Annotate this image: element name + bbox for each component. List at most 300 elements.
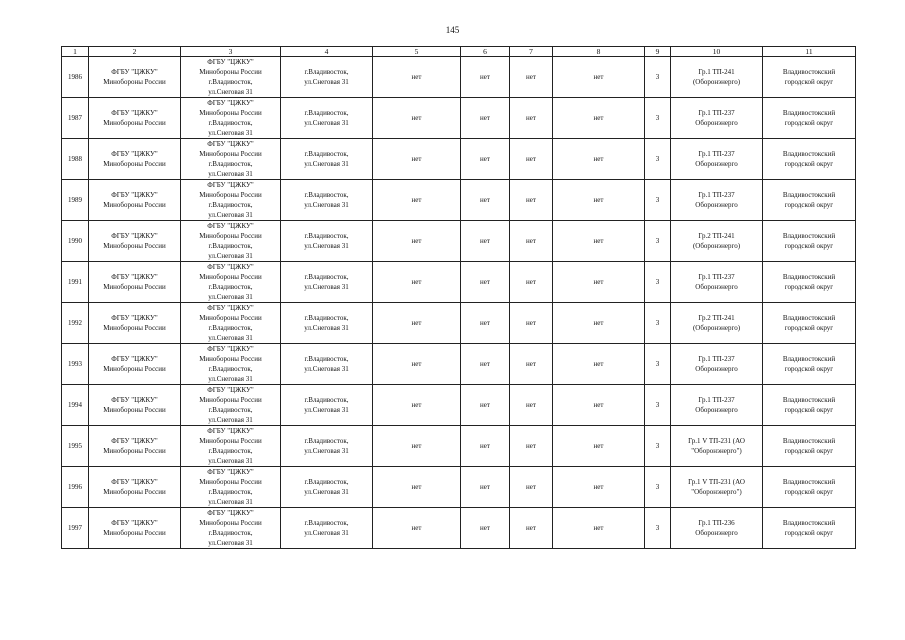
- col7-cell: нет: [510, 221, 553, 262]
- col5-cell: нет: [373, 303, 461, 344]
- cell-text: [283, 303, 370, 343]
- col6-cell: нет: [461, 467, 510, 508]
- grid-line-cell: [671, 303, 763, 344]
- cell-line: ФГБУ "ЦЖКУ": [207, 99, 254, 107]
- cell-text: [183, 344, 278, 384]
- row-number-cell: 1988: [62, 139, 89, 180]
- cell-line: Минобороны России: [199, 68, 262, 76]
- cell-text: [765, 426, 853, 466]
- cell-text: [765, 508, 853, 548]
- owner-cell: [89, 385, 181, 426]
- col9-cell: 3: [645, 426, 671, 467]
- col5-cell: нет: [373, 344, 461, 385]
- cell-text: [283, 57, 370, 97]
- cell-line: ул.Снеговая 31: [304, 529, 349, 537]
- row-number-cell: 1994: [62, 385, 89, 426]
- cell-line: Минобороны России: [199, 396, 262, 404]
- cell-text: [283, 221, 370, 261]
- cell-line: ФГБУ "ЦЖКУ": [111, 437, 158, 445]
- col8-cell: нет: [553, 221, 645, 262]
- cell-line: Минобороны России: [103, 488, 166, 496]
- cell-line: Минобороны России: [103, 201, 166, 209]
- col7-cell: нет: [510, 426, 553, 467]
- full-address-cell: [181, 467, 281, 508]
- cell-line: г.Владивосток,: [208, 283, 253, 291]
- cell-line: Минобороны России: [103, 160, 166, 168]
- cell-text: [91, 508, 178, 548]
- cell-line: г.Владивосток,: [304, 396, 349, 404]
- cell-text: [91, 262, 178, 302]
- col6-cell: нет: [461, 57, 510, 98]
- col7-cell: нет: [510, 467, 553, 508]
- col8-cell: нет: [553, 508, 645, 549]
- owner-cell: [89, 139, 181, 180]
- cell-text: [283, 262, 370, 302]
- cell-line: городской округ: [784, 283, 834, 291]
- col8-cell: нет: [553, 303, 645, 344]
- grid-line-cell: [671, 426, 763, 467]
- cell-line: Оборонэнерго: [695, 119, 738, 127]
- cell-line: городской округ: [784, 160, 834, 168]
- cell-line: г.Владивосток,: [208, 324, 253, 332]
- cell-line: Минобороны России: [103, 406, 166, 414]
- cell-line: ФГБУ "ЦЖКУ": [207, 345, 254, 353]
- cell-line: г.Владивосток,: [208, 78, 253, 86]
- owner-cell: [89, 344, 181, 385]
- cell-text: [673, 180, 760, 220]
- col5-cell: нет: [373, 98, 461, 139]
- cell-line: Владивостокский: [782, 478, 836, 486]
- cell-text: [183, 303, 278, 343]
- owner-cell: [89, 98, 181, 139]
- row-number-cell: 1995: [62, 426, 89, 467]
- cell-line: г.Владивосток,: [208, 488, 253, 496]
- row-number-cell: 1992: [62, 303, 89, 344]
- cell-text: [765, 262, 853, 302]
- address-cell: [281, 303, 373, 344]
- full-address-cell: [181, 98, 281, 139]
- cell-text: [765, 303, 853, 343]
- cell-line: ул.Снеговая 31: [304, 242, 349, 250]
- row-number-cell: 1996: [62, 467, 89, 508]
- cell-line: "Оборонэнерго"): [691, 488, 742, 496]
- grid-line-cell: [671, 385, 763, 426]
- table-row: [62, 98, 856, 139]
- cell-text: [183, 139, 278, 179]
- col9-cell: 3: [645, 98, 671, 139]
- column-number-4: 4: [281, 47, 373, 57]
- col9-cell: 3: [645, 508, 671, 549]
- cell-text: [765, 180, 853, 220]
- col8-cell: нет: [553, 344, 645, 385]
- cell-line: (Оборонэнерго): [692, 324, 741, 332]
- cell-line: ул.Снеговая 31: [304, 78, 349, 86]
- cell-line: Минобороны России: [103, 324, 166, 332]
- cell-text: [91, 344, 178, 384]
- col5-cell: нет: [373, 385, 461, 426]
- column-number-3: 3: [181, 47, 281, 57]
- address-cell: [281, 98, 373, 139]
- address-cell: [281, 385, 373, 426]
- column-number-7: 7: [510, 47, 553, 57]
- col5-cell: нет: [373, 221, 461, 262]
- cell-line: г.Владивосток,: [304, 150, 349, 158]
- col7-cell: нет: [510, 344, 553, 385]
- cell-text: [673, 221, 760, 261]
- cell-line: Гр.1 ТП-237: [698, 273, 735, 281]
- owner-cell: [89, 426, 181, 467]
- cell-line: Владивостокский: [782, 232, 836, 240]
- owner-cell: [89, 57, 181, 98]
- col6-cell: нет: [461, 180, 510, 221]
- cell-text: [283, 98, 370, 138]
- cell-line: г.Владивосток,: [304, 232, 349, 240]
- cell-line: Минобороны России: [103, 119, 166, 127]
- cell-text: [673, 98, 760, 138]
- table-row: [62, 426, 856, 467]
- cell-line: Гр.1 ТП-237: [698, 191, 735, 199]
- cell-line: Оборонэнерго: [695, 283, 738, 291]
- cell-line: Гр.1 V ТП-231 (АО: [688, 478, 745, 486]
- cell-text: [673, 426, 760, 466]
- cell-line: ул.Снеговая 31: [208, 170, 253, 178]
- cell-line: Владивостокский: [782, 355, 836, 363]
- row-number-cell: 1991: [62, 262, 89, 303]
- col7-cell: нет: [510, 57, 553, 98]
- cell-line: городской округ: [784, 488, 834, 496]
- column-number-6: 6: [461, 47, 510, 57]
- cell-line: ФГБУ "ЦЖКУ": [207, 58, 254, 66]
- cell-text: [283, 180, 370, 220]
- column-number-11: 11: [763, 47, 856, 57]
- cell-line: Владивостокский: [782, 109, 836, 117]
- cell-text: [673, 508, 760, 548]
- cell-line: ул.Снеговая 31: [304, 365, 349, 373]
- cell-line: ФГБУ "ЦЖКУ": [111, 314, 158, 322]
- owner-cell: [89, 180, 181, 221]
- cell-line: ул.Снеговая 31: [304, 201, 349, 209]
- full-address-cell: [181, 385, 281, 426]
- row-number-cell: 1986: [62, 57, 89, 98]
- cell-line: Минобороны России: [199, 109, 262, 117]
- full-address-cell: [181, 426, 281, 467]
- cell-line: Минобороны России: [199, 314, 262, 322]
- cell-line: ФГБУ "ЦЖКУ": [111, 478, 158, 486]
- cell-line: г.Владивосток,: [208, 201, 253, 209]
- col6-cell: нет: [461, 508, 510, 549]
- col7-cell: нет: [510, 180, 553, 221]
- col8-cell: нет: [553, 57, 645, 98]
- registry-table: [61, 46, 856, 549]
- cell-text: [183, 57, 278, 97]
- cell-line: ул.Снеговая 31: [208, 457, 253, 465]
- cell-line: ФГБУ "ЦЖКУ": [111, 68, 158, 76]
- cell-line: ул.Снеговая 31: [208, 293, 253, 301]
- col5-cell: нет: [373, 426, 461, 467]
- cell-line: г.Владивосток,: [304, 437, 349, 445]
- full-address-cell: [181, 262, 281, 303]
- cell-line: Минобороны России: [103, 447, 166, 455]
- cell-line: (Оборонэнерго): [692, 242, 741, 250]
- full-address-cell: [181, 139, 281, 180]
- district-cell: [763, 508, 856, 549]
- district-cell: [763, 57, 856, 98]
- cell-line: ФГБУ "ЦЖКУ": [111, 232, 158, 240]
- cell-line: Оборонэнерго: [695, 365, 738, 373]
- cell-line: ФГБУ "ЦЖКУ": [111, 355, 158, 363]
- cell-line: г.Владивосток,: [304, 478, 349, 486]
- col6-cell: нет: [461, 262, 510, 303]
- cell-line: ул.Снеговая 31: [208, 498, 253, 506]
- cell-line: ФГБУ "ЦЖКУ": [207, 386, 254, 394]
- cell-line: Гр.1 ТП-236: [698, 519, 735, 527]
- grid-line-cell: [671, 262, 763, 303]
- col7-cell: нет: [510, 98, 553, 139]
- row-number-cell: 1987: [62, 98, 89, 139]
- cell-text: [765, 385, 853, 425]
- table-row: [62, 221, 856, 262]
- cell-line: г.Владивосток,: [304, 68, 349, 76]
- cell-line: г.Владивосток,: [208, 242, 253, 250]
- cell-line: Минобороны России: [103, 78, 166, 86]
- owner-cell: [89, 262, 181, 303]
- district-cell: [763, 262, 856, 303]
- cell-line: Минобороны России: [199, 437, 262, 445]
- cell-line: ФГБУ "ЦЖКУ": [111, 396, 158, 404]
- cell-line: Минобороны России: [199, 191, 262, 199]
- col9-cell: 3: [645, 262, 671, 303]
- address-cell: [281, 426, 373, 467]
- col7-cell: нет: [510, 508, 553, 549]
- col7-cell: нет: [510, 139, 553, 180]
- cell-line: городской округ: [784, 242, 834, 250]
- column-number-1: 1: [62, 47, 89, 57]
- cell-line: ул.Снеговая 31: [304, 324, 349, 332]
- full-address-cell: [181, 303, 281, 344]
- col6-cell: нет: [461, 98, 510, 139]
- col9-cell: 3: [645, 180, 671, 221]
- cell-line: Минобороны России: [199, 519, 262, 527]
- cell-line: Гр.2 ТП-241: [698, 314, 735, 322]
- cell-line: г.Владивосток,: [304, 109, 349, 117]
- cell-text: [91, 98, 178, 138]
- col5-cell: нет: [373, 508, 461, 549]
- col5-cell: нет: [373, 180, 461, 221]
- col8-cell: нет: [553, 139, 645, 180]
- owner-cell: [89, 303, 181, 344]
- cell-line: ФГБУ "ЦЖКУ": [207, 509, 254, 517]
- cell-line: ул.Снеговая 31: [208, 416, 253, 424]
- cell-line: городской округ: [784, 529, 834, 537]
- address-cell: [281, 262, 373, 303]
- cell-line: Гр.1 ТП-237: [698, 396, 735, 404]
- cell-text: [765, 57, 853, 97]
- table-body: [62, 47, 856, 549]
- district-cell: [763, 180, 856, 221]
- col7-cell: нет: [510, 262, 553, 303]
- cell-text: [91, 467, 178, 507]
- cell-line: Владивостокский: [782, 519, 836, 527]
- cell-line: ФГБУ "ЦЖКУ": [111, 109, 158, 117]
- cell-text: [283, 139, 370, 179]
- district-cell: [763, 221, 856, 262]
- grid-line-cell: [671, 344, 763, 385]
- col8-cell: нет: [553, 98, 645, 139]
- col8-cell: нет: [553, 385, 645, 426]
- column-number-2: 2: [89, 47, 181, 57]
- cell-line: городской округ: [784, 78, 834, 86]
- col8-cell: нет: [553, 180, 645, 221]
- cell-line: ФГБУ "ЦЖКУ": [207, 181, 254, 189]
- row-number-cell: 1993: [62, 344, 89, 385]
- col9-cell: 3: [645, 221, 671, 262]
- column-number-10: 10: [671, 47, 763, 57]
- cell-text: [765, 221, 853, 261]
- cell-line: Владивостокский: [782, 273, 836, 281]
- col8-cell: нет: [553, 467, 645, 508]
- cell-text: [673, 57, 760, 97]
- col9-cell: 3: [645, 303, 671, 344]
- cell-line: г.Владивосток,: [304, 355, 349, 363]
- cell-line: г.Владивосток,: [208, 160, 253, 168]
- cell-text: [91, 426, 178, 466]
- cell-line: городской округ: [784, 365, 834, 373]
- cell-line: городской округ: [784, 447, 834, 455]
- grid-line-cell: [671, 221, 763, 262]
- cell-line: Владивостокский: [782, 314, 836, 322]
- district-cell: [763, 467, 856, 508]
- page-number: 145: [445, 25, 460, 35]
- cell-text: [183, 467, 278, 507]
- col8-cell: нет: [553, 426, 645, 467]
- cell-text: [91, 139, 178, 179]
- cell-text: [183, 262, 278, 302]
- cell-text: [91, 221, 178, 261]
- table-row: [62, 262, 856, 303]
- cell-line: г.Владивосток,: [208, 529, 253, 537]
- cell-text: [183, 221, 278, 261]
- full-address-cell: [181, 221, 281, 262]
- cell-text: [765, 344, 853, 384]
- cell-line: Оборонэнерго: [695, 201, 738, 209]
- col9-cell: 3: [645, 57, 671, 98]
- cell-text: [765, 467, 853, 507]
- table-row: [62, 467, 856, 508]
- grid-line-cell: [671, 57, 763, 98]
- cell-text: [673, 467, 760, 507]
- table-row: [62, 303, 856, 344]
- full-address-cell: [181, 344, 281, 385]
- cell-text: [765, 98, 853, 138]
- cell-line: г.Владивосток,: [304, 519, 349, 527]
- cell-text: [183, 180, 278, 220]
- cell-line: Минобороны России: [199, 232, 262, 240]
- cell-text: [183, 426, 278, 466]
- owner-cell: [89, 221, 181, 262]
- col6-cell: нет: [461, 385, 510, 426]
- cell-line: ФГБУ "ЦЖКУ": [207, 263, 254, 271]
- cell-line: Минобороны России: [103, 529, 166, 537]
- cell-line: ул.Снеговая 31: [208, 129, 253, 137]
- column-number-5: 5: [373, 47, 461, 57]
- grid-line-cell: [671, 98, 763, 139]
- cell-text: [183, 508, 278, 548]
- cell-text: [765, 139, 853, 179]
- cell-text: [673, 344, 760, 384]
- cell-line: Владивостокский: [782, 191, 836, 199]
- cell-line: Минобороны России: [103, 283, 166, 291]
- cell-line: ул.Снеговая 31: [208, 211, 253, 219]
- cell-text: [283, 385, 370, 425]
- cell-line: ул.Снеговая 31: [304, 447, 349, 455]
- cell-line: ул.Снеговая 31: [304, 119, 349, 127]
- cell-line: Гр.1 ТП-241: [698, 68, 735, 76]
- col7-cell: нет: [510, 385, 553, 426]
- grid-line-cell: [671, 508, 763, 549]
- cell-line: Гр.1 ТП-237: [698, 150, 735, 158]
- cell-line: Минобороны России: [103, 365, 166, 373]
- cell-line: ул.Снеговая 31: [208, 539, 253, 547]
- cell-line: ФГБУ "ЦЖКУ": [207, 304, 254, 312]
- cell-text: [283, 508, 370, 548]
- owner-cell: [89, 508, 181, 549]
- cell-text: [91, 180, 178, 220]
- cell-text: [91, 385, 178, 425]
- col6-cell: нет: [461, 426, 510, 467]
- column-number-row: [62, 47, 856, 57]
- table-row: [62, 508, 856, 549]
- cell-text: [673, 262, 760, 302]
- address-cell: [281, 180, 373, 221]
- cell-line: ФГБУ "ЦЖКУ": [111, 191, 158, 199]
- table-row: [62, 385, 856, 426]
- cell-line: Гр.1 ТП-237: [698, 355, 735, 363]
- cell-text: [283, 344, 370, 384]
- column-number-8: 8: [553, 47, 645, 57]
- address-cell: [281, 344, 373, 385]
- col6-cell: нет: [461, 344, 510, 385]
- cell-line: ФГБУ "ЦЖКУ": [111, 273, 158, 281]
- row-number-cell: 1997: [62, 508, 89, 549]
- cell-line: г.Владивосток,: [208, 406, 253, 414]
- col6-cell: нет: [461, 139, 510, 180]
- cell-line: городской округ: [784, 201, 834, 209]
- cell-text: [91, 303, 178, 343]
- cell-text: [673, 385, 760, 425]
- cell-line: Оборонэнерго: [695, 160, 738, 168]
- col5-cell: нет: [373, 467, 461, 508]
- cell-line: городской округ: [784, 406, 834, 414]
- column-number-9: 9: [645, 47, 671, 57]
- col9-cell: 3: [645, 467, 671, 508]
- col9-cell: 3: [645, 344, 671, 385]
- cell-line: Владивостокский: [782, 437, 836, 445]
- table-row: [62, 57, 856, 98]
- cell-line: ФГБУ "ЦЖКУ": [207, 140, 254, 148]
- full-address-cell: [181, 180, 281, 221]
- cell-line: Минобороны России: [199, 273, 262, 281]
- col5-cell: нет: [373, 57, 461, 98]
- cell-line: ул.Снеговая 31: [304, 160, 349, 168]
- cell-line: ул.Снеговая 31: [208, 334, 253, 342]
- grid-line-cell: [671, 180, 763, 221]
- owner-cell: [89, 467, 181, 508]
- cell-line: г.Владивосток,: [304, 273, 349, 281]
- col6-cell: нет: [461, 221, 510, 262]
- cell-text: [673, 139, 760, 179]
- cell-line: Гр.1 ТП-237: [698, 109, 735, 117]
- cell-line: "Оборонэнерго"): [691, 447, 742, 455]
